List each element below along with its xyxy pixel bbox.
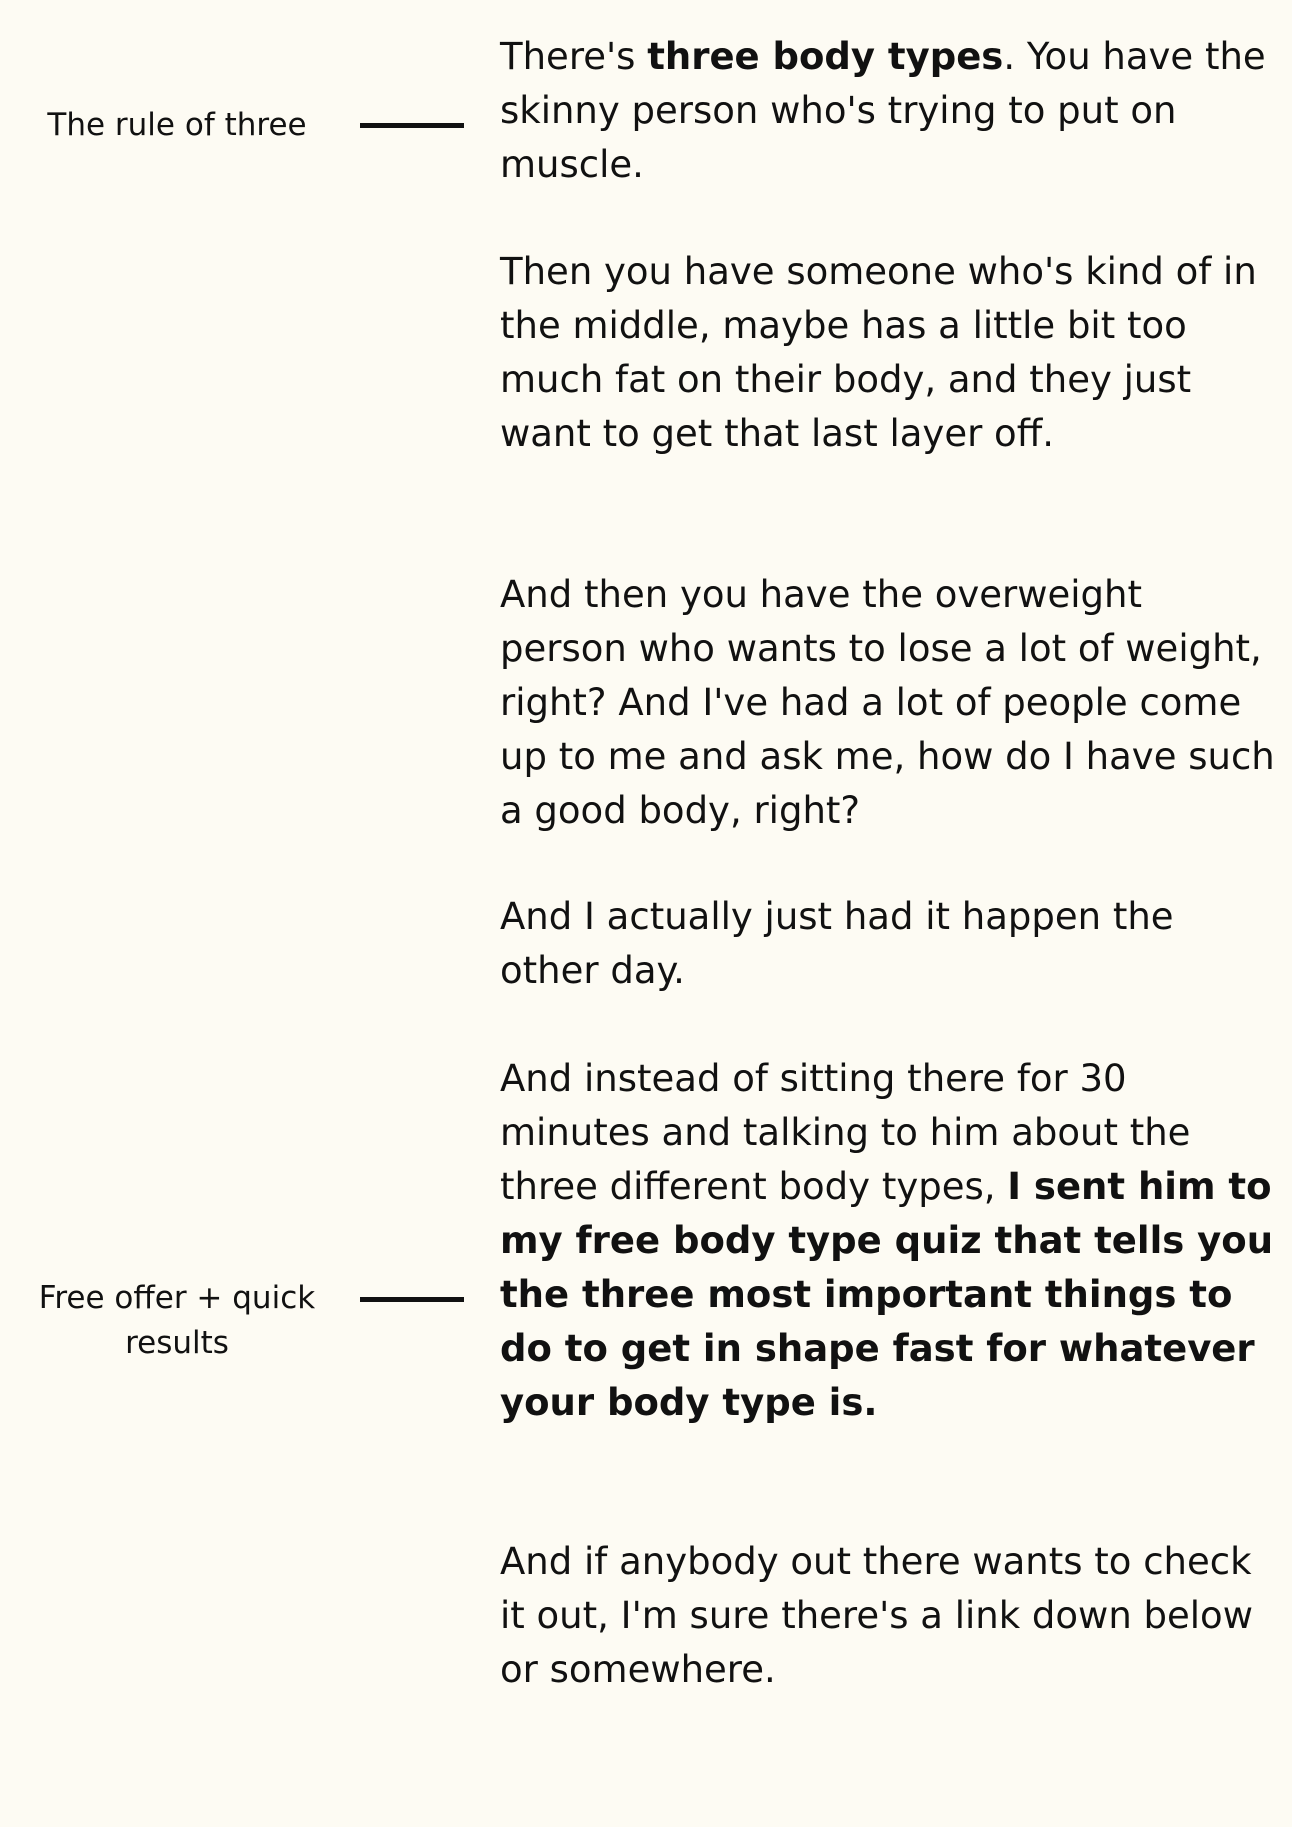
paragraph-1-rest: . You have the skinny person who's trying to put on muscle. bbox=[500, 35, 1266, 186]
annotation-free-offer bbox=[27, 1276, 327, 1366]
annotation-rule-of-three bbox=[27, 103, 327, 148]
paragraph-1 bbox=[500, 30, 1280, 192]
annotation-label: The rule of three bbox=[47, 107, 307, 143]
paragraph-6: And if anybody out there wants to check it out, I'm sure there's a link down below or somewhere. bbox=[500, 1540, 1253, 1691]
annotation-connector-line bbox=[360, 123, 464, 128]
paragraph-4: And I actually just had it happen the other day. bbox=[500, 895, 1174, 992]
paragraph-5 bbox=[500, 1052, 1280, 1430]
paragraph-1-highlight: three body types bbox=[647, 35, 1004, 78]
paragraph-5-lead: And instead of sitting there for 30 minutes and talking to him about the three different body types, bbox=[500, 1057, 1191, 1208]
paragraph-3: And then you have the overweight person who wants to lose a lot of weight, right? And I've had a lot of people come up to me and ask me, how do I have such a good body, right? bbox=[500, 573, 1275, 832]
paragraph-5-highlight: I sent him to my free body type quiz that tells you the three most important things to do to get in shape fast for whatever your body type is. bbox=[500, 1165, 1274, 1424]
annotation-label: Free offer + quick results bbox=[38, 1280, 316, 1361]
paragraph-1-lead: There's bbox=[500, 35, 648, 78]
annotation-connector-line bbox=[360, 1297, 464, 1302]
paragraph-2: Then you have someone who's kind of in the middle, maybe has a little bit too much fat on their body, and they just want to get that last layer off. bbox=[500, 250, 1257, 455]
